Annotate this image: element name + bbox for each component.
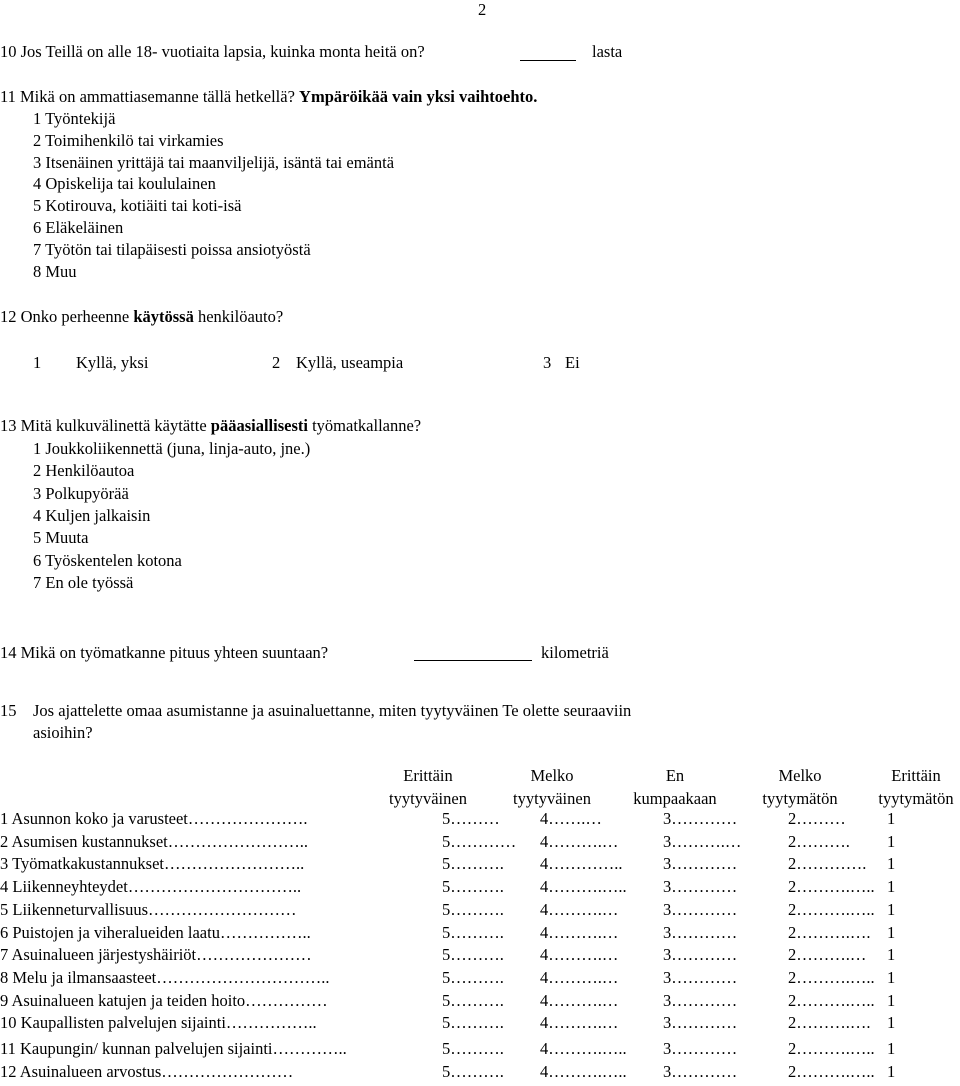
q11-option-7[interactable]: 7 Työtön tai tilapäisesti poissa ansiotyöstä: [33, 239, 311, 259]
rating-option-2[interactable]: 2……….…: [788, 945, 867, 965]
rating-option-1[interactable]: 1: [887, 809, 896, 828]
rating-option-1[interactable]: 1: [887, 854, 896, 874]
scale-top-label-2: Melko: [530, 766, 574, 785]
rating-option-3[interactable]: 3…………: [663, 1039, 738, 1058]
rating-option-4[interactable]: 4……….…: [540, 967, 619, 987]
q12-option-1-num[interactable]: 1: [33, 353, 42, 372]
question-12: [0, 307, 283, 327]
rating-option-5[interactable]: 5……….: [442, 1013, 504, 1033]
unit-label-lasta: lasta: [592, 42, 623, 61]
rating-row-label: 1 Asunnon koko ja varusteet………………….: [0, 809, 308, 828]
rating-option-2[interactable]: 2……….…..: [788, 967, 875, 987]
rating-option-2[interactable]: 2……….…..: [788, 1061, 875, 1081]
rating-option-3[interactable]: 3……….…: [663, 831, 742, 851]
rating-option-5[interactable]: 5……….: [442, 854, 504, 874]
scale-bottom-label-5: tyytymätön: [878, 789, 954, 808]
unit-label-kilometria: kilometriä: [541, 643, 609, 662]
rating-option-2[interactable]: 2………….: [788, 854, 867, 874]
rating-option-1[interactable]: 1: [887, 967, 896, 987]
question-13-emphasis: pääasiallisesti: [210, 416, 308, 435]
rating-option-3[interactable]: 3…………: [663, 809, 738, 828]
question-15-number: 15: [0, 701, 17, 720]
rating-option-4[interactable]: 4……….…: [540, 1013, 619, 1033]
rating-option-1[interactable]: 1: [887, 922, 896, 942]
rating-option-5[interactable]: 5……….: [442, 899, 504, 919]
rating-option-5[interactable]: 5……….: [442, 945, 504, 965]
rating-option-1[interactable]: 1: [887, 831, 896, 851]
rating-option-2[interactable]: 2……….…..: [788, 1039, 875, 1058]
question-11-text: 11 Mikä on ammattiasemanne tällä hetkellä?: [0, 87, 300, 106]
q12-option-1-label: Kyllä, yksi: [76, 353, 149, 372]
question-14: 14 Mikä on työmatkanne pituus yhteen suuntaan?: [0, 643, 329, 662]
scale-bottom-label-3: kumpaakaan: [633, 789, 717, 808]
rating-option-1[interactable]: 1: [887, 945, 896, 965]
question-13-text: 13 Mitä kulkuvälinettä käytätte: [0, 416, 211, 435]
question-12-emphasis: käytössä: [133, 307, 194, 326]
scale-top-label-5: Erittäin: [891, 766, 941, 785]
rating-row-label: 12 Asuinalueen arvostus……………………: [0, 1061, 294, 1081]
answer-line-distance[interactable]: [414, 660, 532, 661]
rating-option-4[interactable]: 4……….…: [540, 945, 619, 965]
scale-top-label-1: Erittäin: [403, 766, 453, 785]
rating-option-3[interactable]: 3…………: [663, 922, 738, 942]
rating-row-label: 11 Kaupungin/ kunnan palvelujen sijainti…………..: [0, 1039, 347, 1058]
answer-line-children[interactable]: [520, 60, 576, 61]
rating-option-1[interactable]: 1: [887, 1061, 896, 1081]
rating-row-label: 3 Työmatkakustannukset……………………..: [0, 854, 305, 874]
rating-option-1[interactable]: 1: [887, 1039, 896, 1058]
question-11-emphasis: Ympäröikää vain yksi vaihtoehto.: [299, 87, 538, 106]
rating-row-label: 2 Asumisen kustannukset……………………..: [0, 831, 308, 851]
q13-option-3[interactable]: 3 Polkupyörää: [33, 483, 129, 503]
q12-option-2-num[interactable]: 2: [272, 353, 281, 372]
question-12-text-end: henkilöauto?: [193, 307, 284, 326]
rating-option-4[interactable]: 4……….…: [540, 899, 619, 919]
q13-option-4[interactable]: 4 Kuljen jalkaisin: [33, 505, 151, 525]
q11-option-4[interactable]: 4 Opiskelija tai koululainen: [33, 174, 216, 194]
q11-option-5[interactable]: 5 Kotirouva, kotiäiti tai koti-isä: [33, 196, 242, 216]
question-12-text: 12 Onko perheenne: [0, 307, 134, 326]
rating-option-4[interactable]: 4……….…..: [540, 877, 627, 897]
rating-option-3[interactable]: 3…………: [663, 1061, 738, 1081]
rating-row-label: 6 Puistojen ja viheralueiden laatu……………..: [0, 922, 311, 942]
q12-option-2-label: Kyllä, useampia: [296, 353, 404, 372]
rating-row-label: 8 Melu ja ilmansaasteet…………………………..: [0, 967, 330, 987]
question-13: [0, 416, 421, 436]
q12-option-3-num[interactable]: 3: [543, 353, 552, 372]
rating-option-4[interactable]: 4……….…..: [540, 1039, 627, 1058]
scale-top-label-3: En: [665, 766, 685, 785]
rating-option-2[interactable]: 2………: [788, 809, 846, 828]
rating-option-3[interactable]: 3…………: [663, 967, 738, 987]
rating-option-5[interactable]: 5……….: [442, 990, 504, 1010]
rating-option-5[interactable]: 5……….: [442, 877, 504, 897]
q11-option-8[interactable]: 8 Muu: [33, 261, 77, 281]
q12-option-3-label: Ei: [565, 353, 580, 372]
question-11: [0, 87, 537, 107]
page-number: 2: [478, 0, 487, 19]
q11-option-1[interactable]: 1 Työntekijä: [33, 109, 116, 128]
rating-option-4[interactable]: 4…….…: [540, 809, 602, 828]
rating-option-4[interactable]: 4…………..: [540, 854, 623, 874]
rating-option-5[interactable]: 5………: [442, 809, 500, 828]
rating-option-2[interactable]: 2……….…..: [788, 990, 875, 1010]
scale-bottom-label-1: tyytyväinen: [389, 789, 467, 808]
rating-option-5[interactable]: 5……….: [442, 967, 504, 987]
scale-top-label-4: Melko: [778, 766, 822, 785]
rating-option-4[interactable]: 4……….…: [540, 831, 619, 851]
rating-option-1[interactable]: 1: [887, 1013, 896, 1033]
q13-option-7[interactable]: 7 En ole työssä: [33, 572, 134, 592]
rating-option-3[interactable]: 3…………: [663, 1013, 738, 1033]
q11-option-3[interactable]: 3 Itsenäinen yrittäjä tai maanviljelijä, isäntä tai emäntä: [33, 152, 395, 172]
rating-option-4[interactable]: 4……….…: [540, 922, 619, 942]
question-15-line-2: asioihin?: [33, 723, 93, 742]
rating-option-4[interactable]: 4……….…..: [540, 1061, 627, 1081]
question-10: 10 Jos Teillä on alle 18- vuotiaita lapsia, kuinka monta heitä on?: [0, 42, 425, 61]
scale-bottom-label-4: tyytymätön: [762, 789, 838, 808]
rating-option-2[interactable]: 2……….…..: [788, 899, 875, 919]
q11-option-2[interactable]: 2 Toimihenkilö tai virkamies: [33, 130, 224, 150]
rating-option-5[interactable]: 5…………: [442, 831, 517, 851]
rating-option-2[interactable]: 2……….….: [788, 922, 871, 942]
scale-bottom-label-2: tyytyväinen: [513, 789, 591, 808]
rating-option-3[interactable]: 3…………: [663, 945, 738, 965]
rating-option-1[interactable]: 1: [887, 877, 896, 897]
q13-option-2[interactable]: 2 Henkilöautoa: [33, 461, 135, 481]
rating-option-2[interactable]: 2……….…..: [788, 877, 875, 897]
rating-option-2[interactable]: 2……….….: [788, 1013, 871, 1033]
q13-option-6[interactable]: 6 Työskentelen kotona: [33, 550, 182, 570]
question-15-line-1: Jos ajattelette omaa asumistanne ja asuinaluettanne, miten tyytyväinen Te olette seuraaviin: [33, 701, 632, 720]
rating-row-label: 9 Asuinalueen katujen ja teiden hoito……………: [0, 990, 328, 1010]
rating-option-3[interactable]: 3…………: [663, 854, 738, 874]
rating-option-3[interactable]: 3…………: [663, 990, 738, 1010]
rating-row-label: 7 Asuinalueen järjestyshäiriöt…………………: [0, 945, 312, 965]
rating-row-label: 5 Liikenneturvallisuus………………………: [0, 899, 297, 919]
q13-option-5[interactable]: 5 Muuta: [33, 528, 89, 548]
q13-option-1[interactable]: 1 Joukkoliikennettä (juna, linja-auto, jne.): [33, 439, 311, 458]
rating-option-5[interactable]: 5……….: [442, 1061, 504, 1081]
rating-row-label: 4 Liikenneyhteydet…………………………..: [0, 877, 302, 897]
rating-option-3[interactable]: 3…………: [663, 899, 738, 919]
rating-option-3[interactable]: 3…………: [663, 877, 738, 897]
rating-row-label: 10 Kaupallisten palvelujen sijainti……………..: [0, 1013, 317, 1033]
rating-option-5[interactable]: 5……….: [442, 922, 504, 942]
question-13-text-end: työmatkallanne?: [307, 416, 422, 435]
rating-option-4[interactable]: 4……….…: [540, 990, 619, 1010]
rating-option-1[interactable]: 1: [887, 990, 896, 1010]
q11-option-6[interactable]: 6 Eläkeläinen: [33, 218, 124, 237]
rating-option-2[interactable]: 2……….: [788, 831, 850, 851]
rating-option-1[interactable]: 1: [887, 899, 896, 919]
rating-option-5[interactable]: 5……….: [442, 1039, 504, 1058]
